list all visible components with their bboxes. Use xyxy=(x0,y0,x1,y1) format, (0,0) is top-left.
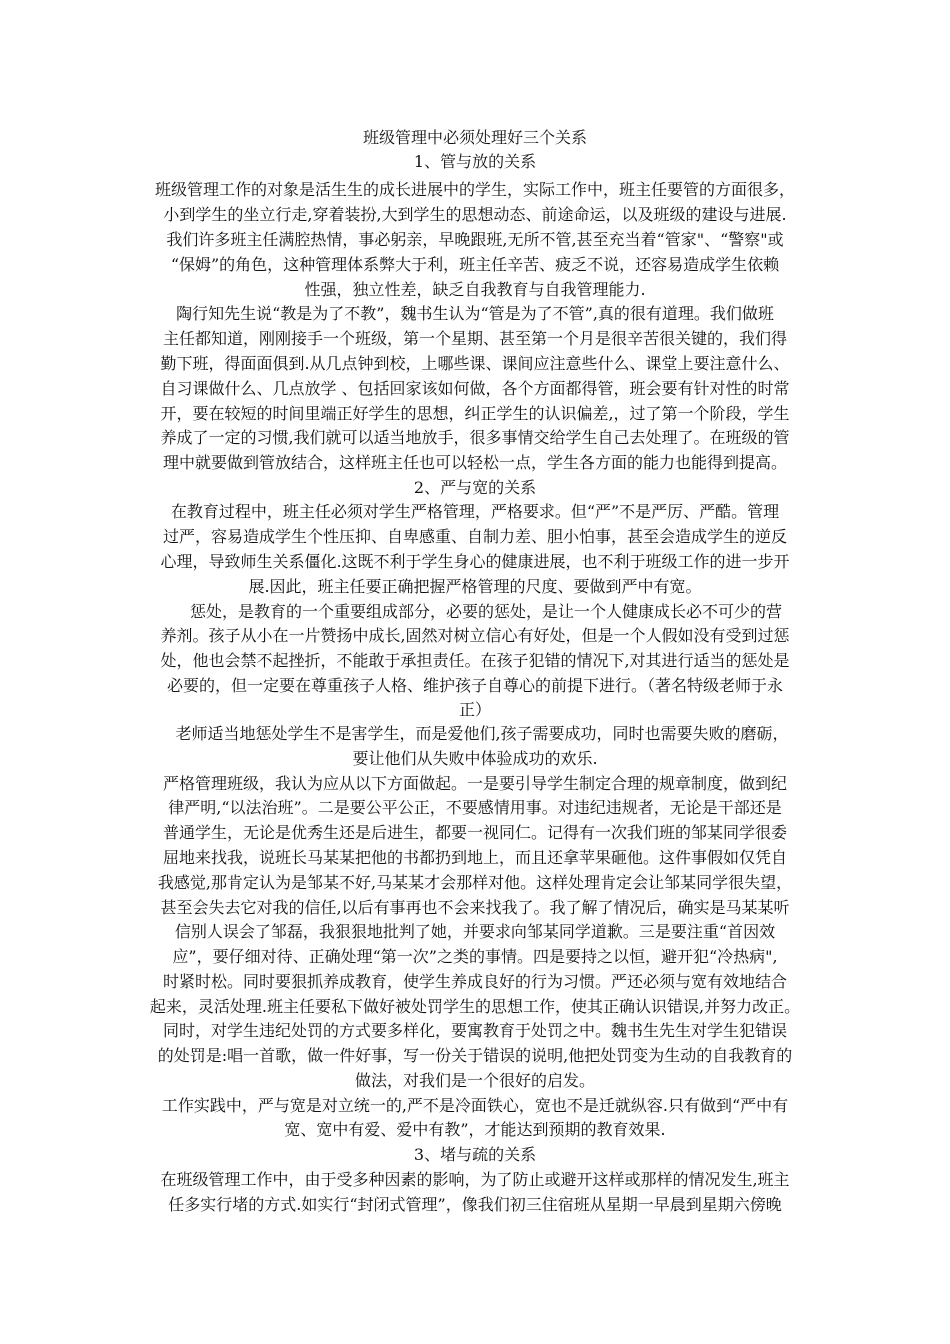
body-text-line: 陶行知先生说“教是为了不教”，魏书生认为“管是为了不管”,真的很有道理。我们做班 xyxy=(176,304,774,323)
body-text-line: 理中就要做到管放结合，这样班主任也可以轻松一点，学生各方面的能力也能得到提高。 xyxy=(162,453,787,472)
body-text-line: 任多实行堵的方式.如实行“封闭式管理”，像我们初三住宿班从星期一早晨到星期六傍晚 xyxy=(168,1195,782,1214)
body-text-line: 我们许多班主任满腔热情，事必躬亲，早晚跟班,无所不管,甚至充当着“管家"、“警察"或 xyxy=(166,230,784,249)
body-text-line: 时紧时松。同时要狠抓养成教育，使学生养成良好的行为习惯。严还必须与宽有效地结合 xyxy=(162,972,787,991)
body-text-line: 正） xyxy=(458,700,491,719)
body-text-line: 勤下班，得面面俱到.从几点钟到校，上哪些课、课间应注意些什么、课堂上要注意什么、 xyxy=(160,354,790,373)
body-text-line: 严格管理班级，我认为应从以下方面做起。一是要引导学生制定合理的规章制度，做到纪 xyxy=(162,774,787,793)
body-text-line: 养剂。孩子从小在一片赞扬中成长,固然对树立信心有好处，但是一个人假如没有受到过惩 xyxy=(160,626,790,645)
body-text-line: 起来，灵活处理.班主任要私下做好被处罚学生的思想工作，使其正确认识错误,并努力改正。 xyxy=(149,997,801,1016)
section-heading: 3、堵与疏的关系 xyxy=(413,1145,537,1164)
body-text-line: 我感觉,那肯定认为是邹某不好,马某某才会那样对他。这样处理肯定会让邹某同学很失望， xyxy=(157,873,793,892)
body-text-line: 开，要在较短的时间里端正好学生的思想，纠正学生的认识偏差,，过了第一个阶段，学生 xyxy=(160,404,790,423)
body-text-line: 展.因此，班主任要正确把握严格管理的尺度、要做到严中有宽。 xyxy=(248,577,702,596)
body-text-line: 在班级管理工作中，由于受多种因素的影响，为了防止或避开这样或那样的情况发生,班主 xyxy=(160,1170,790,1189)
body-text-line: 性强，独立性差，缺乏自我教育与自我管理能力. xyxy=(304,280,646,299)
body-text-line: 处，他也会禁不起挫折，不能敢于承担责任。在孩子犯错的情况下,对其进行适当的惩处是 xyxy=(160,651,790,670)
body-text-line: 信别人误会了邹磊，我狠狠地批判了她，并要求向邹某同学道歉。三是要注重“首因效 xyxy=(174,922,776,941)
body-text-line: 工作实践中，严与宽是对立统一的,严不是冷面铁心，宽也不是迁就纵容.只有做到“严中有 xyxy=(161,1096,789,1115)
section-heading: 2、严与宽的关系 xyxy=(413,478,537,497)
body-text-line: 甚至会失去它对我的信任,以后有事再也不会来找我了。我了解了情况后，确实是马某某听 xyxy=(160,898,790,917)
body-text-line: 老师适当地惩处学生不是害学生，而是爱他们,孩子需要成功，同时也需要失败的磨砺， xyxy=(175,724,789,743)
body-text-line: 应”，要仔细对待、正确处理“第一次”之类的事情。四是要持之以恒，避开犯“冷热病", xyxy=(172,947,778,966)
body-text-line: 普通学生，无论是优秀生还是后进生，都要一视同仁。记得有一次我们班的邹某同学很委 xyxy=(162,823,787,842)
body-text-line: 必要的，但一定要在尊重孩子人格、维护孩子自尊心的前提下进行。（著名特级老师于永 xyxy=(166,676,783,695)
body-text-line: 在教育过程中，班主任必须对学生严格管理，严格要求。但“严”不是严厉、严酷。管理 xyxy=(170,502,780,521)
body-text-line: 心理，导致师生关系僵化.这既不利于学生身心的健康进展，也不利于班级工作的进一步开 xyxy=(160,552,790,571)
body-text-line: 屈地来找我，说班长马某某把他的书都扔到地上，而且还拿苹果砸他。这件事假如仅凭自 xyxy=(162,848,787,867)
body-text-line: 小到学生的坐立行走,穿着装扮,大到学生的思想动态、前途命运，以及班级的建设与进展. xyxy=(163,205,787,224)
body-text-line: 做法，对我们是一个很好的启发。 xyxy=(354,1071,595,1090)
body-text-line: 的处罚是:唱一首歌，做一件好事，写一份关于错误的说明,他把处罚变为生动的自我教育的 xyxy=(157,1046,793,1065)
section-heading: 1、管与放的关系 xyxy=(413,152,537,171)
body-text-line: 同时，对学生违纪处罚的方式要多样化，要寓教育于处罚之中。魏书生先生对学生犯错误 xyxy=(162,1021,787,1040)
body-text-line: 律严明,“以法治班”。二是要公平公正，不要感情用事。对违纪违规者，无论是干部还是 xyxy=(168,798,782,817)
document-title: 班级管理中必须处理好三个关系 xyxy=(362,128,587,147)
body-text-line: 养成了一定的习惯,我们就可以适当地放手，很多事情交给学生自己去处理了。在班级的管 xyxy=(160,428,790,447)
body-text-line: “保姆”的角色，这种管理体系弊大于利，班主任辛苦、疲乏不说，还容易造成学生依赖 xyxy=(170,255,780,274)
body-text-line: 要让他们从失败中体验成功的欢乐. xyxy=(352,749,598,768)
body-text-line: 惩处，是教育的一个重要组成部分，必要的惩处，是让一个人健康成长必不可少的营 xyxy=(189,602,782,621)
body-text-line: 自习课做什么、几点放学 、包括回家该如何做，各个方面都得管，班会要有针对性的时常 xyxy=(160,379,790,398)
body-text-line: 主任都知道，刚刚接手一个班级，第一个星期、甚至第一个月是很辛苦很关键的，我们得 xyxy=(162,329,787,348)
body-text-line: 宽、宽中有爱、爱中有教”，才能达到预期的教育效果. xyxy=(284,1120,666,1139)
body-text-line: 过严，容易造成学生个性压抑、自卑感重、自制力差、胆小怕事，甚至会造成学生的逆反 xyxy=(162,527,787,546)
body-text-line: 班级管理工作的对象是活生生的成长进展中的学生，实际工作中，班主任要管的方面很多， xyxy=(154,180,795,199)
